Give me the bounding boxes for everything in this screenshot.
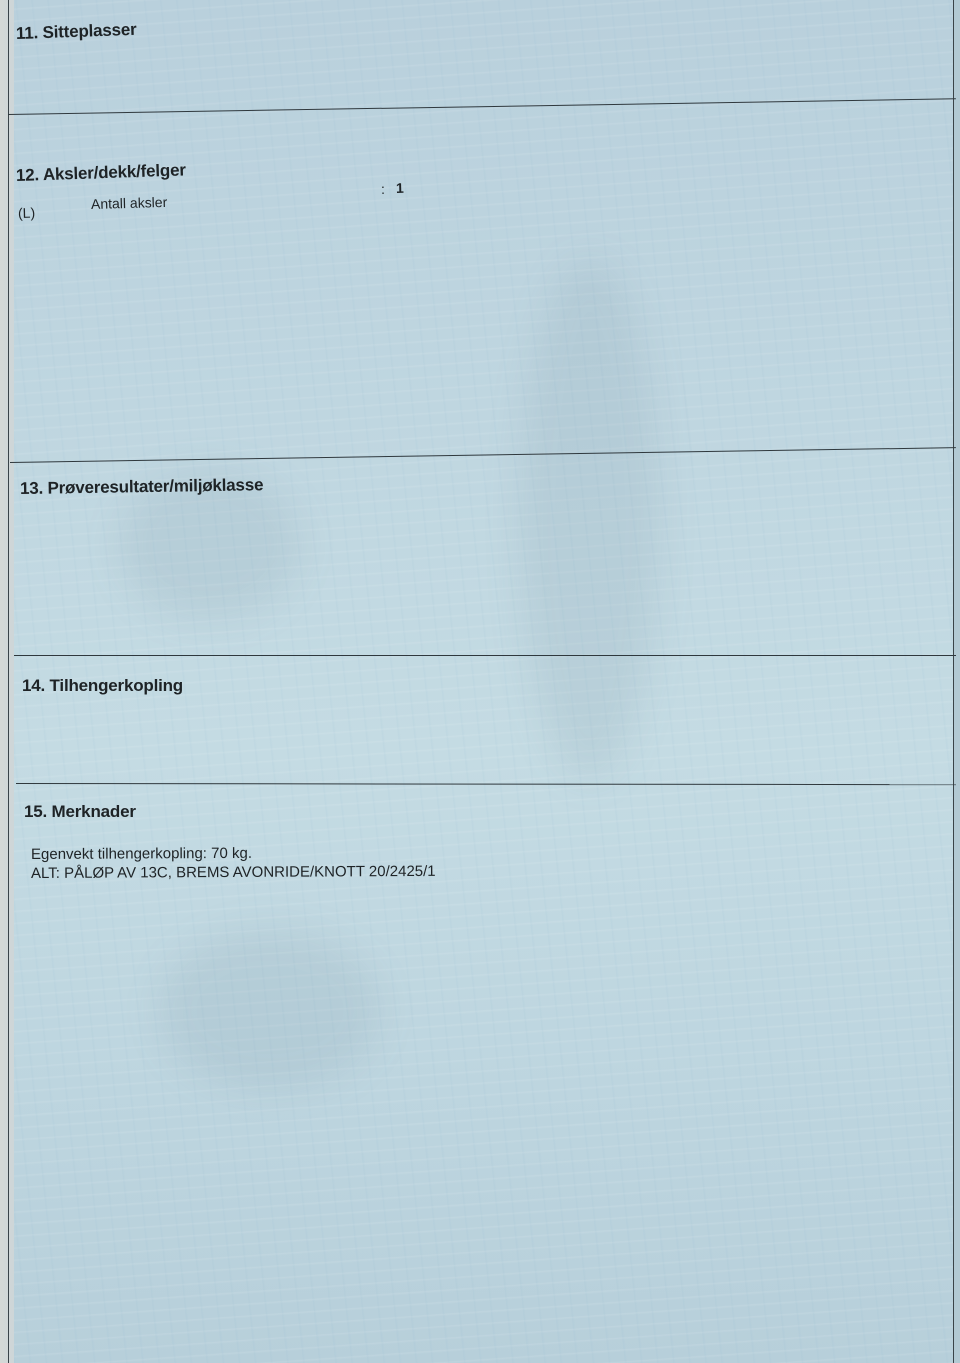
section-15-title: 15. Merknader	[24, 802, 136, 821]
section-13-title: 13. Prøveresultater/miljøklasse	[19, 475, 264, 498]
axle-code: (L)	[17, 204, 36, 221]
remark-line: Egenvekt tilhengerkopling: 70 kg.	[30, 844, 253, 863]
section-12-title: 12. Aksler/dekk/felger	[15, 160, 187, 185]
section-divider	[14, 655, 956, 656]
page-edge-right	[954, 0, 960, 1363]
axle-count-value: 1	[395, 179, 405, 196]
section-14-title: 14. Tilhengerkopling	[22, 676, 183, 695]
axle-count-label: Antall aksler	[90, 193, 168, 212]
remark-line: ALT: PÅLØP AV 13C, BREMS AVONRIDE/KNOTT 20/2425/1	[30, 862, 436, 882]
axle-separator: :	[380, 180, 386, 197]
section-11-title: 11. Sitteplasser	[15, 19, 137, 43]
